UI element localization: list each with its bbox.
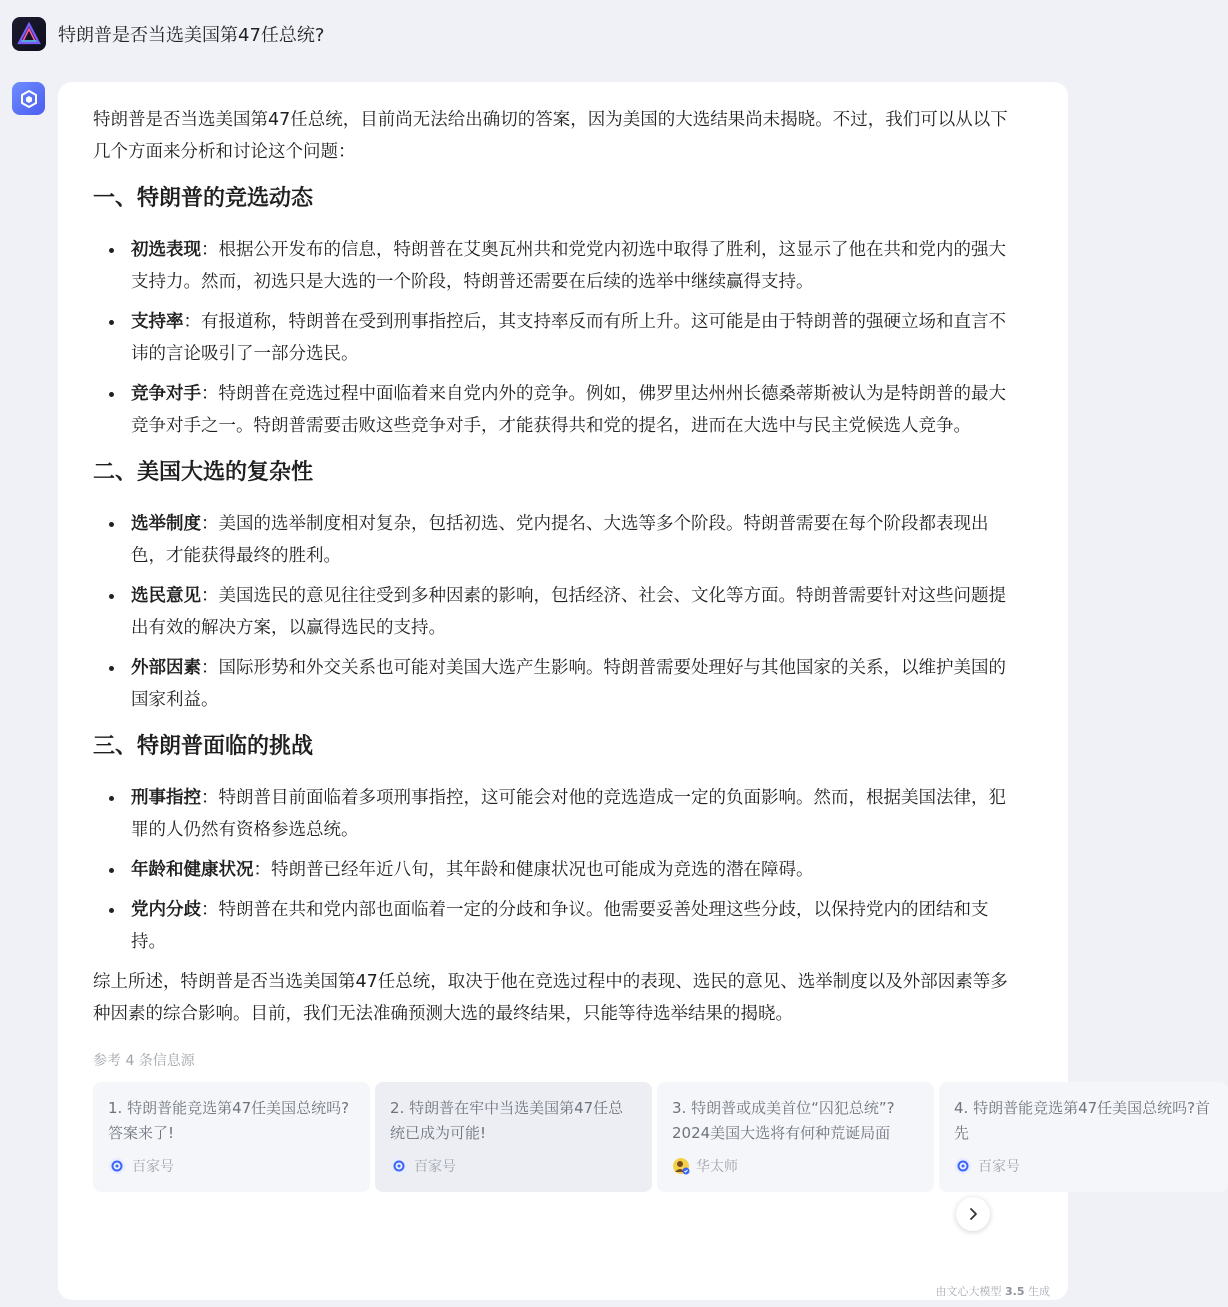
bullet: [109, 594, 114, 599]
references-title: 参考 4 条信息源: [93, 1053, 195, 1069]
model-version: 3.5: [1005, 1285, 1025, 1298]
list-item-text: ：国际形势和外交关系也可能对美国大选产生影响。特朗普需要处理好与其他国家的关系，以维护美国的国家利益。: [131, 658, 1006, 710]
user-avatar: [12, 17, 46, 51]
assistant-cube-icon: [19, 89, 39, 109]
reference-title[interactable]: 4. 特朗普能竞选第47任美国总统吗?首先: [954, 1099, 1211, 1142]
section-heading: 二、美国大选的复杂性: [93, 460, 314, 485]
baijiahao-icon: [390, 1157, 408, 1175]
list-item: [131, 508, 1022, 572]
reference-source-name: 百家号: [978, 1159, 1020, 1175]
list-item: [131, 854, 1022, 886]
list-item: [131, 894, 1022, 958]
list-item-term: 外部因素: [131, 658, 201, 678]
reference-source-name: 百家号: [132, 1159, 174, 1175]
assistant-avatar: [12, 82, 45, 115]
list-item: [131, 580, 1022, 644]
section-heading: 一、特朗普的竞选动态: [93, 186, 314, 211]
reference-card-1[interactable]: [93, 1082, 370, 1192]
reference-source-name: 百家号: [414, 1159, 456, 1175]
list-item-text: ：有报道称，特朗普在受到刑事指控后，其支持率反而有所上升。这可能是由于特朗普的强硬立场和直言不讳的言论吸引了一部分选民。: [131, 312, 1006, 364]
list-item-text: ：特朗普目前面临着多项刑事指控，这可能会对他的竞选造成一定的负面影响。然而，根据美国法律，犯罪的人仍然有资格参选总统。: [131, 788, 1006, 840]
generated-by-prefix: 由文心大模型: [935, 1285, 1005, 1298]
list-item: [131, 378, 1022, 442]
list-item: [131, 652, 1022, 716]
answer-card: [58, 82, 1211, 1300]
reference-title[interactable]: 2. 特朗普在牢中当选美国第47任总统已成为可能!: [390, 1099, 624, 1142]
section-list: [93, 234, 1022, 442]
bullet: [109, 796, 114, 801]
bullet: [109, 868, 114, 873]
list-item-term: 选民意见: [131, 586, 201, 606]
bullet: [109, 248, 114, 253]
generated-by-suffix: 生成: [1024, 1285, 1050, 1298]
reference-source-name: 华太师: [696, 1159, 738, 1175]
chevron-right-icon: [966, 1207, 980, 1221]
reference-title[interactable]: 1. 特朗普能竞选第47任美国总统吗?答案来了!: [108, 1099, 350, 1142]
bullet: [109, 392, 114, 397]
list-item-term: 年龄和健康状况: [131, 860, 254, 880]
user-message-row: [12, 16, 324, 52]
bullet: [109, 320, 114, 325]
list-item-term: 刑事指控: [131, 788, 201, 808]
list-item: [131, 306, 1022, 370]
list-item-term: 初选表现: [131, 240, 201, 260]
answer-conclusion: 综上所述，特朗普是否当选美国第47任总统，取决于他在竞选过程中的表现、选民的意见、选举制度以及外部因素等多种因素的综合影响。目前，我们无法准确预测大选的最终结果，只能等待选举结果的揭晓。: [93, 972, 1008, 1024]
list-item-text: ：根据公开发布的信息，特朗普在艾奥瓦州共和党党内初选中取得了胜利，这显示了他在共和党内的强大支持力。然而，初选只是大选的一个阶段，特朗普还需要在后续的选举中继续赢得支持。: [131, 240, 1006, 292]
reference-card-2[interactable]: [375, 1082, 652, 1192]
reference-source: [672, 1156, 738, 1176]
baijiahao-icon: [108, 1157, 126, 1175]
reference-card-3[interactable]: [657, 1082, 934, 1192]
user-question: 特朗普是否当选美国第47任总统?: [58, 25, 325, 46]
bullet: [109, 908, 114, 913]
section-list: [93, 782, 1022, 958]
app-logo-icon: [16, 21, 42, 47]
list-item-term: 支持率: [131, 312, 184, 332]
list-item-term: 竞争对手: [131, 384, 201, 404]
reference-source: [390, 1156, 456, 1176]
list-item-term: 选举制度: [131, 514, 201, 534]
list-item: [131, 234, 1022, 298]
bullet: [109, 522, 114, 527]
list-item-text: ：特朗普在共和党内部也面临着一定的分歧和争议。他需要妥善处理这些分歧，以保持党内的团结和支持。: [131, 900, 989, 952]
baijiahao-icon: [954, 1157, 972, 1175]
section-list: [93, 508, 1022, 716]
list-item-text: ：特朗普已经年近八旬，其年龄和健康状况也可能成为竞选的潜在障碍。: [253, 860, 814, 880]
section-heading: 三、特朗普面临的挑战: [93, 734, 314, 759]
reference-source: [954, 1156, 1020, 1176]
reference-title[interactable]: 3. 特朗普或成美首位“囚犯总统”?2024美国大选将有何种荒诞局面: [672, 1099, 895, 1142]
author-avatar-icon: [672, 1157, 690, 1175]
list-item-text: ：美国选民的意见往往受到多种因素的影响，包括经济、社会、文化等方面。特朗普需要针对这些问题提出有效的解决方案，以赢得选民的支持。: [131, 586, 1006, 638]
list-item-text: ：美国的选举制度相对复杂，包括初选、党内提名、大选等多个阶段。特朗普需要在每个阶段都表现出色，才能获得最终的胜利。: [131, 514, 989, 566]
generated-by-note: [936, 1283, 1051, 1299]
reference-source: [108, 1156, 174, 1176]
reference-card-4[interactable]: [939, 1082, 1228, 1192]
answer-intro: 特朗普是否当选美国第47任总统，目前尚无法给出确切的答案，因为美国的大选结果尚未揭晓。不过，我们可以从以下几个方面来分析和讨论这个问题：: [93, 110, 1008, 162]
references-carousel: [93, 1082, 1211, 1192]
list-item-term: 党内分歧: [131, 900, 201, 920]
bullet: [109, 666, 114, 671]
references-next-button[interactable]: [956, 1197, 990, 1231]
list-item: [131, 782, 1022, 846]
list-item-text: ：特朗普在竞选过程中面临着来自党内外的竞争。例如，佛罗里达州州长德桑蒂斯被认为是特朗普的最大竞争对手之一。特朗普需要击败这些竞争对手，才能获得共和党的提名，进而在大选中与民主党候选人竞争。: [131, 384, 1006, 436]
